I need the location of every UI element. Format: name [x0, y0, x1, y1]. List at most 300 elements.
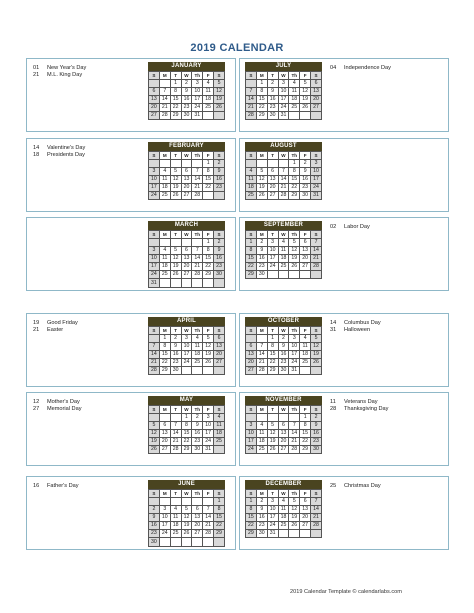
week-row: [246, 335, 322, 343]
day-cell: 18: [300, 351, 311, 359]
weekday-label: F: [203, 152, 214, 160]
day-cell: 14: [192, 176, 203, 184]
day-cell: 14: [192, 255, 203, 263]
month-calendar: [245, 62, 322, 120]
day-cell: 29: [300, 446, 311, 454]
day-cell: 10: [267, 247, 278, 255]
day-cell: 20: [246, 359, 257, 367]
month-box-april: [26, 313, 236, 387]
day-cell: 27: [300, 263, 311, 271]
day-cell: 1: [289, 160, 300, 168]
day-cell: 13: [149, 96, 160, 104]
week-row: [246, 343, 322, 351]
day-cell: [181, 239, 192, 247]
day-cell: 6: [181, 247, 192, 255]
month-name: APRIL: [148, 317, 225, 326]
day-cell: 8: [300, 422, 311, 430]
month-grid: [148, 71, 225, 120]
day-cell: [149, 239, 160, 247]
week-row: [149, 538, 225, 546]
day-cell: 19: [170, 184, 181, 192]
weekday-label: S: [246, 490, 257, 498]
month-grid: [148, 405, 225, 454]
weekday-label: W: [181, 490, 192, 498]
weekday-label: T: [170, 152, 181, 160]
month-calendar: [245, 480, 322, 538]
weekday-label: Th: [192, 152, 203, 160]
weekday-label: W: [278, 490, 289, 498]
day-cell: 8: [267, 343, 278, 351]
day-cell: 28: [170, 446, 181, 454]
day-cell: 23: [300, 184, 311, 192]
weekday-label: Th: [289, 72, 300, 80]
day-cell: 28: [192, 192, 203, 200]
day-cell: 15: [214, 514, 225, 522]
day-cell: 31: [149, 279, 160, 287]
day-cell: 13: [311, 88, 322, 96]
weekday-header: [149, 231, 225, 239]
day-cell: 18: [278, 255, 289, 263]
day-cell: [311, 112, 322, 120]
month-grid: [245, 405, 322, 454]
holiday-item: [33, 399, 128, 406]
day-cell: [170, 239, 181, 247]
day-cell: 27: [278, 446, 289, 454]
page-title: 2019 CALENDAR: [190, 42, 284, 54]
holiday-name: Labor Day: [344, 224, 370, 230]
day-cell: 30: [181, 112, 192, 120]
day-cell: 26: [289, 263, 300, 271]
day-cell: 15: [246, 514, 257, 522]
month-calendar: [245, 142, 322, 200]
weekday-label: F: [203, 327, 214, 335]
day-cell: 16: [214, 176, 225, 184]
day-cell: 23: [256, 522, 267, 530]
holiday-list: [330, 320, 446, 334]
day-cell: 3: [267, 498, 278, 506]
day-cell: 18: [159, 263, 170, 271]
weekday-label: F: [300, 152, 311, 160]
day-cell: 19: [311, 351, 322, 359]
day-cell: 8: [246, 506, 257, 514]
holiday-item: [33, 483, 128, 490]
week-row: [246, 438, 322, 446]
footer-credit: 2019 Calendar Template © calendarlabs.com: [290, 589, 402, 595]
day-cell: 24: [149, 192, 160, 200]
day-cell: [214, 112, 225, 120]
holiday-list: [33, 483, 128, 490]
day-cell: 17: [203, 430, 214, 438]
holiday-list: [330, 224, 446, 231]
day-cell: 4: [170, 506, 181, 514]
week-row: [246, 176, 322, 184]
day-cell: [278, 414, 289, 422]
holiday-list: [330, 65, 446, 72]
holiday-name: Halloween: [344, 327, 371, 333]
weekday-header: [246, 231, 322, 239]
day-cell: 10: [149, 255, 160, 263]
day-cell: 23: [192, 438, 203, 446]
day-cell: 28: [149, 367, 160, 375]
day-cell: 12: [311, 343, 322, 351]
weekday-label: M: [256, 327, 267, 335]
day-cell: 19: [181, 522, 192, 530]
month-name: DECEMBER: [245, 480, 322, 489]
day-cell: 28: [311, 522, 322, 530]
day-cell: 20: [214, 351, 225, 359]
day-cell: 18: [159, 184, 170, 192]
day-cell: 2: [311, 414, 322, 422]
day-cell: 11: [256, 430, 267, 438]
weekday-label: S: [311, 490, 322, 498]
week-row: [246, 430, 322, 438]
day-cell: 4: [278, 239, 289, 247]
month-calendar: [245, 396, 322, 454]
day-cell: 28: [278, 192, 289, 200]
month-row: [26, 313, 449, 387]
day-cell: 3: [203, 414, 214, 422]
holiday-date: 04: [330, 65, 337, 71]
day-cell: 15: [267, 351, 278, 359]
weekday-label: T: [170, 406, 181, 414]
day-cell: 11: [214, 422, 225, 430]
holiday-date: 11: [330, 399, 336, 405]
weekday-label: M: [159, 231, 170, 239]
day-cell: 15: [246, 255, 257, 263]
weekday-label: S: [214, 406, 225, 414]
week-row: [246, 112, 322, 120]
day-cell: 18: [278, 514, 289, 522]
day-cell: 10: [203, 422, 214, 430]
day-cell: 18: [289, 96, 300, 104]
week-row: [149, 80, 225, 88]
holiday-list: [33, 65, 128, 79]
day-cell: 2: [267, 80, 278, 88]
day-cell: [289, 271, 300, 279]
day-cell: 18: [246, 184, 257, 192]
month-grid: [245, 151, 322, 200]
day-cell: 1: [159, 335, 170, 343]
day-cell: [311, 271, 322, 279]
weekday-label: T: [170, 327, 181, 335]
day-cell: 21: [149, 359, 160, 367]
day-cell: 2: [214, 239, 225, 247]
day-cell: 5: [181, 506, 192, 514]
weekday-label: Th: [192, 72, 203, 80]
day-cell: 19: [214, 96, 225, 104]
day-cell: 26: [181, 530, 192, 538]
day-cell: [214, 192, 225, 200]
day-cell: 31: [203, 446, 214, 454]
day-cell: [192, 239, 203, 247]
day-cell: 24: [203, 438, 214, 446]
weekday-label: F: [203, 231, 214, 239]
month-name: OCTOBER: [245, 317, 322, 326]
day-cell: 13: [300, 247, 311, 255]
month-row: [26, 476, 449, 550]
day-cell: 17: [159, 522, 170, 530]
day-cell: 3: [267, 239, 278, 247]
week-row: [149, 506, 225, 514]
day-cell: 19: [203, 351, 214, 359]
day-cell: 11: [170, 514, 181, 522]
week-row: [149, 168, 225, 176]
day-cell: 22: [256, 104, 267, 112]
week-row: [149, 446, 225, 454]
weekday-label: T: [267, 490, 278, 498]
month-name: NOVEMBER: [245, 396, 322, 405]
week-row: [149, 255, 225, 263]
day-cell: [149, 335, 160, 343]
day-cell: 14: [289, 430, 300, 438]
week-row: [246, 446, 322, 454]
day-cell: 2: [214, 160, 225, 168]
weekday-label: W: [181, 152, 192, 160]
weekday-header: [246, 406, 322, 414]
day-cell: [181, 498, 192, 506]
day-cell: 25: [203, 104, 214, 112]
weekday-header: [149, 406, 225, 414]
weekday-label: Th: [289, 152, 300, 160]
day-cell: 20: [278, 438, 289, 446]
weekday-header: [149, 490, 225, 498]
day-cell: [278, 271, 289, 279]
day-cell: 18: [203, 96, 214, 104]
month-box-june: [26, 476, 236, 550]
weekday-label: Th: [289, 327, 300, 335]
day-cell: [311, 530, 322, 538]
day-cell: [267, 271, 278, 279]
weekday-label: S: [214, 231, 225, 239]
day-cell: 15: [181, 430, 192, 438]
day-cell: [159, 80, 170, 88]
day-cell: 3: [181, 335, 192, 343]
week-row: [149, 438, 225, 446]
day-cell: 6: [300, 239, 311, 247]
month-grid: [245, 230, 322, 279]
holiday-date: 27: [33, 406, 40, 412]
weekday-label: M: [256, 152, 267, 160]
week-row: [149, 522, 225, 530]
day-cell: [192, 498, 203, 506]
weekday-label: T: [267, 231, 278, 239]
day-cell: 4: [289, 80, 300, 88]
day-cell: [300, 530, 311, 538]
weekday-label: T: [267, 72, 278, 80]
holiday-list: [330, 399, 446, 413]
day-cell: 15: [159, 351, 170, 359]
week-row: [149, 359, 225, 367]
day-cell: 14: [246, 96, 257, 104]
day-cell: 31: [278, 112, 289, 120]
day-cell: 27: [181, 271, 192, 279]
day-cell: 21: [159, 104, 170, 112]
weekday-label: M: [256, 490, 267, 498]
day-cell: 7: [203, 506, 214, 514]
day-cell: 25: [289, 104, 300, 112]
weekday-label: M: [256, 231, 267, 239]
week-row: [246, 367, 322, 375]
week-row: [246, 351, 322, 359]
day-cell: 9: [181, 88, 192, 96]
day-cell: 17: [181, 351, 192, 359]
day-cell: 7: [192, 168, 203, 176]
day-cell: 4: [203, 80, 214, 88]
day-cell: 17: [267, 255, 278, 263]
day-cell: 1: [300, 414, 311, 422]
day-cell: [256, 160, 267, 168]
day-cell: 12: [267, 430, 278, 438]
day-cell: 21: [311, 255, 322, 263]
day-cell: 19: [289, 255, 300, 263]
day-cell: 8: [170, 88, 181, 96]
day-cell: 12: [149, 430, 160, 438]
day-cell: [256, 414, 267, 422]
week-row: [246, 247, 322, 255]
week-row: [149, 414, 225, 422]
day-cell: 25: [159, 192, 170, 200]
day-cell: 19: [267, 438, 278, 446]
month-calendar: [245, 221, 322, 279]
week-row: [246, 255, 322, 263]
day-cell: 11: [246, 176, 257, 184]
day-cell: 26: [170, 271, 181, 279]
month-name: JULY: [245, 62, 322, 71]
day-cell: 24: [149, 271, 160, 279]
weekday-label: S: [246, 231, 257, 239]
day-cell: 19: [289, 514, 300, 522]
day-cell: 21: [203, 522, 214, 530]
month-box-march: [26, 217, 236, 291]
day-cell: 10: [311, 168, 322, 176]
day-cell: 6: [246, 343, 257, 351]
day-cell: 6: [192, 506, 203, 514]
week-row: [246, 359, 322, 367]
day-cell: [214, 446, 225, 454]
day-cell: 5: [289, 498, 300, 506]
day-cell: 25: [278, 522, 289, 530]
day-cell: 2: [256, 239, 267, 247]
week-row: [246, 239, 322, 247]
day-cell: [267, 160, 278, 168]
weekday-label: S: [311, 72, 322, 80]
holiday-name: Independence Day: [344, 65, 391, 71]
day-cell: 8: [159, 343, 170, 351]
holiday-name: Easter: [47, 327, 64, 333]
day-cell: 13: [278, 430, 289, 438]
weekday-label: F: [300, 327, 311, 335]
day-cell: 29: [203, 271, 214, 279]
holiday-list: [33, 320, 128, 334]
week-row: [149, 104, 225, 112]
day-cell: 29: [246, 530, 257, 538]
day-cell: 24: [311, 184, 322, 192]
month-box-september: [239, 217, 449, 291]
day-cell: [159, 160, 170, 168]
day-cell: 12: [289, 506, 300, 514]
day-cell: 30: [278, 367, 289, 375]
week-row: [149, 160, 225, 168]
day-cell: 14: [203, 514, 214, 522]
day-cell: 21: [192, 263, 203, 271]
month-name: AUGUST: [245, 142, 322, 151]
day-cell: 21: [192, 184, 203, 192]
month-name: MAY: [148, 396, 225, 405]
day-cell: 5: [170, 168, 181, 176]
day-cell: 2: [149, 506, 160, 514]
holiday-item: [330, 320, 446, 327]
holiday-name: Memorial Day: [47, 406, 82, 412]
day-cell: 25: [278, 263, 289, 271]
holiday-item: [33, 320, 128, 327]
weekday-label: T: [267, 152, 278, 160]
day-cell: 9: [311, 422, 322, 430]
day-cell: 12: [300, 88, 311, 96]
day-cell: 1: [267, 335, 278, 343]
weekday-label: T: [170, 490, 181, 498]
day-cell: 1: [256, 80, 267, 88]
day-cell: 23: [170, 359, 181, 367]
holiday-item: [33, 65, 128, 72]
day-cell: 25: [192, 359, 203, 367]
day-cell: 16: [192, 430, 203, 438]
weekday-label: Th: [289, 406, 300, 414]
weekday-label: F: [300, 406, 311, 414]
day-cell: 29: [159, 367, 170, 375]
day-cell: [300, 367, 311, 375]
weekday-label: W: [181, 72, 192, 80]
day-cell: 17: [149, 263, 160, 271]
day-cell: 15: [203, 176, 214, 184]
day-cell: 4: [278, 498, 289, 506]
day-cell: 13: [246, 351, 257, 359]
holiday-item: [330, 399, 446, 406]
day-cell: 27: [311, 104, 322, 112]
weekday-label: M: [159, 406, 170, 414]
week-row: [246, 514, 322, 522]
day-cell: 28: [311, 263, 322, 271]
holiday-item: [330, 224, 446, 231]
weekday-label: Th: [192, 490, 203, 498]
month-row: [26, 392, 449, 466]
day-cell: 8: [214, 506, 225, 514]
day-cell: 24: [159, 530, 170, 538]
day-cell: 6: [267, 168, 278, 176]
month-box-january: [26, 58, 236, 132]
day-cell: [267, 414, 278, 422]
day-cell: 30: [256, 530, 267, 538]
weekday-label: M: [159, 490, 170, 498]
day-cell: [289, 112, 300, 120]
day-cell: 1: [246, 239, 257, 247]
week-row: [246, 422, 322, 430]
week-row: [149, 239, 225, 247]
month-name: MARCH: [148, 221, 225, 230]
day-cell: 1: [203, 239, 214, 247]
weekday-label: S: [311, 231, 322, 239]
day-cell: 2: [181, 80, 192, 88]
day-cell: 9: [214, 168, 225, 176]
day-cell: [170, 498, 181, 506]
weekday-header: [246, 152, 322, 160]
holiday-date: 21: [33, 72, 40, 78]
day-cell: [192, 160, 203, 168]
day-cell: 24: [267, 263, 278, 271]
day-cell: 16: [181, 96, 192, 104]
day-cell: 18: [256, 438, 267, 446]
day-cell: 9: [267, 88, 278, 96]
holiday-list: [33, 145, 128, 159]
